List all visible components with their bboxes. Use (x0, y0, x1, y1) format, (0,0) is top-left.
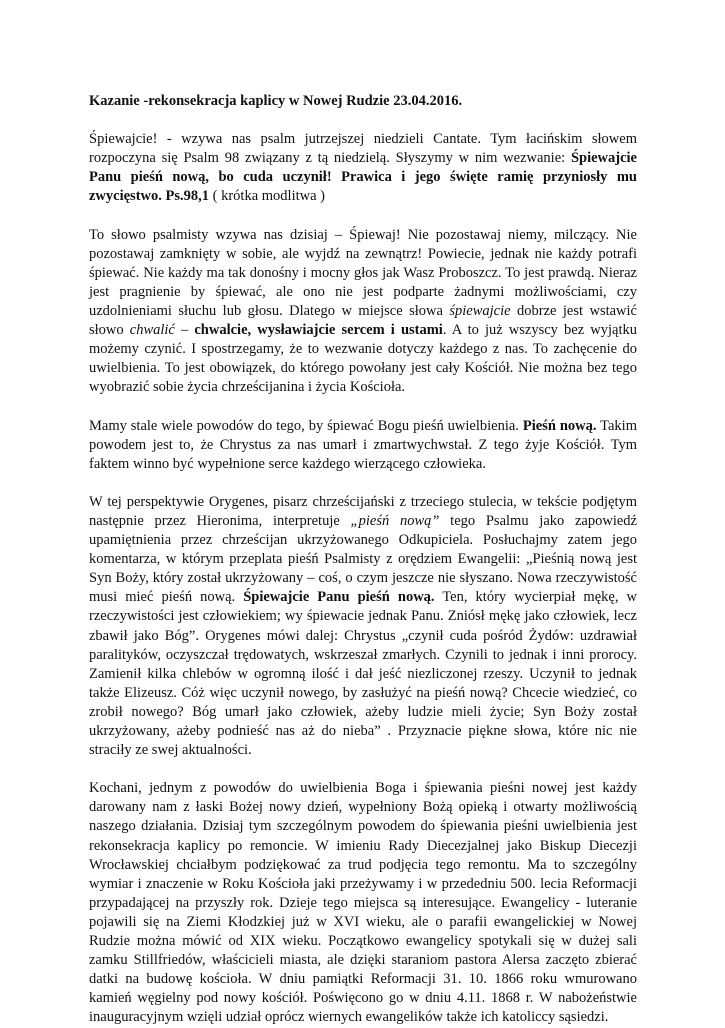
p2-italic-word-2: chwalić (129, 322, 175, 339)
document-title: Kazanie -rekonsekracja kaplicy w Nowej Rudzie 23.04.2016. (89, 93, 463, 109)
p4-text-3: Ten, który wycierpiał mękę, w rzeczywistości jest człowiekiem; wy śpiewacie jednak Panu. Zniósł mękę jako człowiek, lecz zbawił jako Bóg”. Orygenes mówi dalej: Chrystus „czynił cuda pośród Żydów: uzdrawiał paralityków, oczyszczał trędowatych, wskrzeszał zmarłych. Czynili to jednak i inni prorocy. Zamienił kilka chlebów w ogromną ilość i dał jeść niezliczonej rzeszy. Uczynił to jednak także Elizeusz. Cóż więc uczynił nowego, by zasłużyć na pieśń nową? Chcecie wiedzieć, co zrobił nowego? Bóg umarł jako człowiek, ażeby ludzie mieli życie; Syn Boży został ukrzyżowany, ażeby podnieść nas aż do nieba” . Przyznacie piękne słowa, które nic nie straciły ze swej aktualności. (89, 589, 637, 759)
p2-bold-phrase: chwalcie, wysławiajcie sercem i ustami (194, 322, 443, 339)
p4-text-2: tego Psalmu jako zapowiedź upamiętnienia przez chrześcijan ukrzyżowanego Odkupiciela. Posłuchajmy zatem jego komentarza, w którym przeplata pieśń Psalmisty z orędziem Ewangelii: „Pieśnią nową jest Syn Boży, który został ukrzyżowany – coś, o czym jeszcze nie słyszano. Nowa rzeczywistość musi mieć pieśń nową. (89, 512, 637, 606)
p3-bold-phrase: Pieśń nową. (522, 417, 597, 434)
p1-prayer-note: ( krótka modlitwa ) (209, 188, 325, 205)
paragraph-1 (89, 130, 637, 206)
p4-text: W tej perspektywie Orygenes, pisarz chrześcijański z trzeciego stulecia, w tekście podjętym następnie przez Hieronima, interpretuje (89, 493, 637, 529)
p3-text-2: Takim powodem jest to, że Chrystus za nas umarł i zmartwychwstał. Z tego żyje Kościół. Tym faktem winno być wypełnione serce każdego wierzącego człowieka. (89, 417, 637, 472)
p2-text-2: dobrze jest wstawić słowo (89, 302, 637, 339)
p2-italic-word: śpiewajcie (449, 302, 511, 319)
paragraph-4 (89, 493, 637, 760)
p4-bold-phrase: Śpiewajcie Panu pieśń nową. (243, 589, 435, 606)
p1-psalm-quote: Śpiewajcie Panu pieśń nową, bo cuda uczynił! Prawica i jego święte ramię przyniosły mu zwycięstwo. Ps.98,1 (89, 150, 637, 205)
p2-text-3: . A to już wszyscy bez wyjątku możemy czynić. I spostrzegamy, że to wezwanie dotyczy każdego z nas. To zachęcenie do uwielbienia. To jest obowiązek, do którego powołany jest cały Kościół. Nie można bez tego wyobrazić sobie życia chrześcijanina i życia Kościoła. (89, 322, 637, 396)
p2-text: To słowo psalmisty wzywa nas dzisiaj – Śpiewaj! Nie pozostawaj niemy, milczący. Nie pozostawaj zamknięty w sobie, ale wyjdź na zewnątrz! Powiecie, jednak nie każdy potrafi śpiewać. Nie każdy ma tak donośny i mocny głos jak Wasz Proboszcz. To jest prawdą. Nieraz jest pragnienie by śpiewać, ale ono nie jest podparte żadnymi możliwościami, czy uzdolnieniami słuchu lub głosu. Dlatego w miejsce słowa (89, 226, 637, 319)
paragraph-5: Kochani, jednym z powodów do uwielbienia Boga i śpiewania pieśni nowej jest każdy darowany nam z łaski Bożej nowy dzień, wypełniony Bożą opieką i otwarty możliwością naszego działania. Dzisiaj tym szczególnym powodem do śpiewania pieśni uwielbienia jest rekonsekracja kaplicy po remoncie. W imieniu Rady Diecezjalnej jako Biskup Diecezji Wrocławskiej chciałbym podziękować za trud podjęcia tego remontu. Ma to szczególny wymiar i znaczenie w Roku Kościoła jaki przeżywamy i w przededniu 500. lecia Reformacji przypadającej na przyszły rok. Dzieje tego miejsca są interesujące. Ewangelicy - luteranie pojawili się na Ziemi Kłodzkiej już w XVI wieku, ale o parafii ewangelickiej w Nowej Rudzie można mówić od XIX wieku. Początkowo ewangelicy spotykali się w dużej sali zamku Stillfriedów, właścicieli miasta, ale dzięki staraniom pastora Alersa zaczęto zbierać datki na budowę kościoła. W dniu pamiątki Reformacji 31. 10. 1866 roku wmurowano kamień węgielny pod nowy kościół. Poświęcono go w dniu 4.11. 1868 r. W nabożeństwie inauguracyjnym wzięli udział oprócz wiernych ewangelików także ich katoliccy sąsiedzi. (89, 780, 637, 1026)
p2-dash: – (174, 322, 195, 339)
paragraph-3 (89, 417, 637, 474)
document-body (89, 92, 637, 1028)
p1-text: Śpiewajcie! - wzywa nas psalm jutrzejszej niedzieli Cantate. Tym łacińskim słowem rozpoczyna się Psalm 98 związany z tą niedzielą. Słyszymy w nim wezwanie: (89, 131, 637, 167)
p3-text: Mamy stale wiele powodów do tego, by śpiewać Bogu pieśń uwielbienia. (89, 417, 523, 434)
p4-italic-quote: „pieśń nową” (350, 512, 440, 529)
paragraph-2 (89, 226, 637, 398)
